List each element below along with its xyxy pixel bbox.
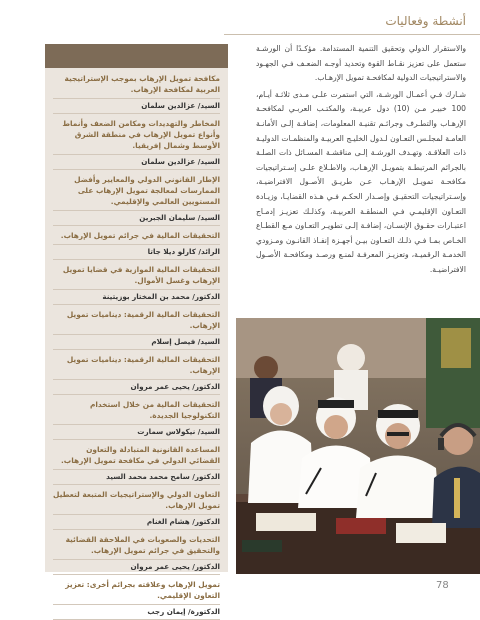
session-item	[53, 486, 220, 530]
conference-photo-icon	[236, 318, 480, 574]
sessions-panel	[45, 44, 228, 616]
session-speaker: السيد/ عزالدين سلمان	[141, 101, 220, 110]
session-topic: التحقيقات المالية من خلال استخدام التكنولوجيا الجديدة.	[89, 400, 220, 420]
article-paragraph: شـارك فـي أعمـال الورشـة، التي استمرت علـى مـدى ثلاثـة أيـام، 100 خبيـر مـن (10) دول عربيـة، والمكتـب العربـي لمكافحـة الإرهـاب والتطـرف وجرائـم تقنيـة المعلومات، إضافـة إلـى الأمانـة العامـة لمجلـس التعـاون لـدول الخليـج العربيـة والمنظمـات الدوليـة ذات العلاقـة. وتهـدف الورشـة إلـى مناقشـة المسـائل ذات الصلـة بالجرائم المرتبطـة بتمويـل الإرهـاب، والاطـلاع علـى إسـتراتيجيات مكافحـة تمويـل الإرهـاب عـن طريـق الأصـول الافتراضيـة، وإسـتراتيجيات التحقيـق وإصـدار الحكـم فـي هـذه القضايـا، وزيـادة التعـاون الإقليمـي فـي المنطقـة العربيـة، وكذلـك تعزيـز إدمـاج اعتبـارات حقـوق الإنسـان، إضافـة إلـى تطويـر التعـاون مـع القطـاع الخـاص بمـا فـي ذلـك التعـاون بيـن أجهـزة إنفـاذ القانـون ومـزودي الخدمـة الرقميـة، وتعزيـز المعرفـة لمنـع ورصـد ومكافحـة الأصـول الافتراضيـة.	[256, 89, 466, 274]
session-speaker: السيد/ عزالدين سلمان	[141, 157, 220, 166]
page-number: 78	[436, 580, 449, 591]
speaker-row	[53, 424, 220, 440]
session-speaker: الرائد/ كارلو ديلا جاتا	[147, 247, 220, 256]
session-speaker: الدكتور/ يحيى عمر مروان	[130, 382, 220, 391]
session-speaker: السيد/ فيصل إسلام	[151, 337, 220, 346]
sessions-list	[45, 68, 228, 620]
speaker-row	[53, 604, 220, 620]
sessions-panel-header	[45, 44, 228, 68]
session-speaker: الدكتور/ محمد بن المختار بوزيتينة	[102, 292, 220, 301]
session-item	[53, 261, 220, 305]
session-topic: الإطار القانوني الدولي والمعايير وأفضل الممارسات لمعالجة تمويل الإرهاب على المستويين العالمي والإقليمي.	[74, 175, 220, 206]
session-item	[53, 351, 220, 395]
speaker-row	[53, 334, 220, 350]
speaker-row	[53, 559, 220, 575]
session-item	[53, 441, 220, 485]
session-topic: التحقيقات المالية الرقمية: ديناميات تمويل الإرهاب.	[66, 355, 220, 375]
session-speaker: الدكتور/ هشام الغنام	[146, 517, 220, 526]
session-topic: التحقيقات المالية في جرائم تمويل الإرهاب.	[60, 231, 220, 240]
speaker-row	[53, 469, 220, 485]
conference-photo	[236, 318, 480, 574]
session-topic: مكافحة تمويل الإرهاب بموجب الإستراتيجية العربية لمكافحة الإرهاب.	[64, 74, 220, 94]
session-topic: المساعدة القانونية المتبادلة والتعاون القضائي الدولي في مكافحة تمويل الإرهاب.	[61, 445, 220, 465]
speaker-row	[53, 244, 220, 260]
session-topic: التحقيقات المالية الرقمية: ديناميات تمويل الإرهاب.	[66, 310, 220, 330]
article-body	[256, 42, 466, 280]
session-item	[53, 306, 220, 350]
title-divider	[224, 34, 480, 35]
session-speaker: السيد/ سليمان الجبرين	[139, 213, 220, 222]
session-topic: التحديات والصعوبات في الملاحقة القضائية والتحقيق في جرائم تمويل الإرهاب.	[65, 535, 220, 555]
session-item	[53, 396, 220, 440]
session-speaker: الدكتور/ يحيى عمر مروان	[130, 562, 220, 571]
speaker-row	[53, 210, 220, 226]
session-item	[53, 171, 220, 226]
speaker-row	[53, 289, 220, 305]
speaker-row	[53, 154, 220, 170]
session-speaker: الدكتور/ سامح محمد محمد السيد	[106, 472, 220, 481]
session-speaker: الدكتورة/ إيمان رجب	[147, 607, 220, 616]
session-item	[53, 531, 220, 575]
session-topic: التحقيقات المالية الموازية في قضايا تمويل الإرهاب وغسل الأموال.	[62, 265, 220, 285]
speaker-row	[53, 379, 220, 395]
speaker-row	[53, 514, 220, 530]
session-item	[53, 227, 220, 260]
article-paragraph: والاستقرار الدولي وتحقيق التنمية المستدامة. مؤكـدًا أن الورشـة ستعمل على تعزيز نقـاط القوة وتحديد أوجـه الضعـف فـي الجهـود والاستراتيجيات الدولية لمكافحـة تمويل الإرهـاب.	[256, 44, 466, 83]
session-item	[53, 115, 220, 170]
session-item	[53, 576, 220, 620]
session-item	[53, 70, 220, 114]
speaker-row	[53, 98, 220, 114]
page-title: أنشطة وفعاليات	[385, 14, 466, 28]
session-topic: التعاون الدولي والإستراتيجيات المتبعة لتعطيل تمويل الإرهاب.	[52, 490, 220, 510]
session-speaker: السيد/ نيكولاس سمارت	[137, 427, 220, 436]
session-topic: المخاطر والتهديدات ومكامن الضعف وأنماط وأنواع تمويل الإرهاب في منطقة الشرق الأوسط وشمال إفريقيا.	[62, 119, 220, 150]
session-topic: تمويل الإرهاب وعلاقته بجرائم أخرى: تعزيز التعاون الإقليمي.	[65, 580, 220, 600]
